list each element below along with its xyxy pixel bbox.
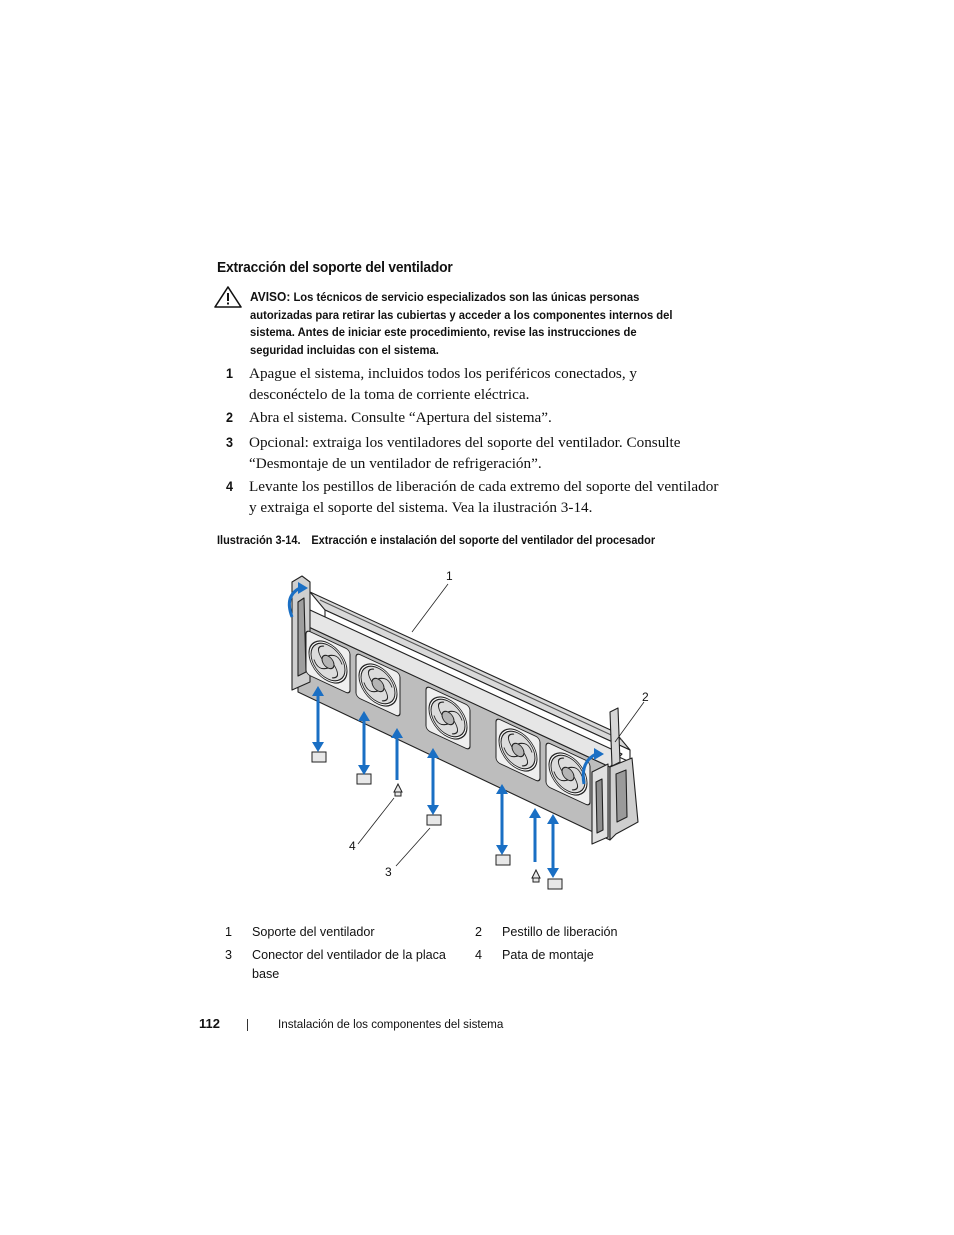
legend-num-1: 1 — [225, 925, 233, 939]
legend-num-3: 3 — [225, 948, 233, 962]
section-title: Extracción del soporte del ventilador — [217, 259, 453, 276]
fan-bracket-illustration — [270, 562, 660, 900]
callout-2: 2 — [642, 690, 649, 704]
step-1-text: Apague el sistema, incluidos todos los periféricos conectados, y desconéctelo de la toma de corriente eléctrica. — [249, 365, 638, 403]
step-3-number: 3 — [226, 434, 234, 450]
figure-title: Extracción e instalación del soporte del ventilador del procesador — [311, 533, 656, 547]
step-2-number: 2 — [226, 409, 234, 425]
legend-text-1: Soporte del ventilador — [252, 925, 375, 939]
footer-divider — [247, 1019, 248, 1031]
callout-4: 4 — [349, 839, 356, 853]
step-3-text: Opcional: extraiga los ventiladores del soporte del ventilador. Consulte “Desmontaje de un ventilador de refrigeración”. — [249, 434, 681, 472]
callout-1: 1 — [446, 569, 453, 583]
step-4-text: Levante los pestillos de liberación de cada extremo del soporte del ventilador y extraiga el soporte del sistema. Vea la ilustración 3-14. — [249, 478, 719, 516]
figure-label: Ilustración 3-14. — [217, 533, 301, 547]
figure-caption — [217, 533, 655, 547]
warning-icon — [214, 286, 242, 308]
warning-label: AVISO: — [250, 289, 291, 304]
step-4-number: 4 — [226, 478, 234, 494]
legend-num-2: 2 — [475, 925, 483, 939]
step-2-text: Abra el sistema. Consulte “Apertura del sistema”. — [249, 409, 552, 426]
step-1-number: 1 — [226, 365, 234, 381]
legend-text-2: Pestillo de liberación — [502, 925, 618, 939]
page-number: 112 — [199, 1016, 220, 1031]
callout-3: 3 — [385, 865, 392, 879]
warning-block — [250, 288, 682, 359]
footer-chapter: Instalación de los componentes del sistema — [278, 1017, 504, 1031]
warning-text: Los técnicos de servicio especializados son las únicas personas autorizadas para retirar las cubiertas y acceder a los componentes internos del sistema. Antes de iniciar este procedimiento, revise las instrucciones de seguridad incluidas con el sistema. — [250, 290, 673, 357]
legend-text-3: Conector del ventilador de la placa base — [252, 948, 446, 981]
legend-text-4: Pata de montaje — [502, 948, 594, 962]
legend-num-4: 4 — [475, 948, 483, 962]
